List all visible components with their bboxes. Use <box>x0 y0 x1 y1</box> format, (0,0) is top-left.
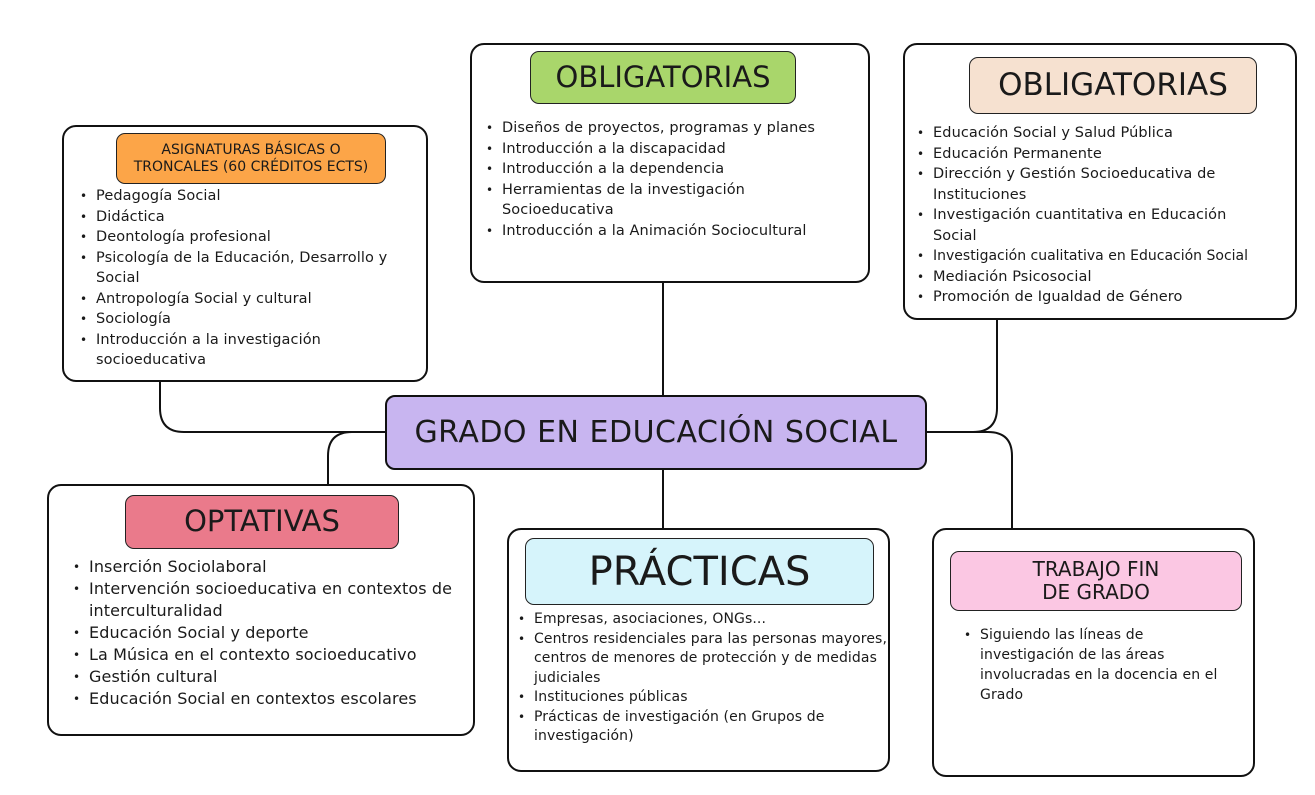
list-item: • Educación Social en contextos escolares <box>89 688 479 710</box>
obligatorias-1-heading: OBLIGATORIAS <box>530 51 796 104</box>
obligatorias-card-2 <box>903 43 1297 320</box>
list-item: • Didáctica <box>96 207 432 228</box>
list-item: • Educación Permanente <box>933 144 1309 165</box>
list-item: • Deontología profesional <box>96 227 432 248</box>
obligatorias-1-list <box>484 118 872 241</box>
list-item: • Investigación cualitativa en Educación Social <box>933 246 1309 267</box>
list-item: • Instituciones públicas <box>534 688 896 708</box>
basicas-heading-line1: ASIGNATURAS BÁSICAS O <box>161 142 341 159</box>
basicas-list <box>78 186 432 371</box>
list-item: • Mediación Psicosocial <box>933 267 1309 288</box>
obligatorias-2-heading: OBLIGATORIAS <box>969 57 1257 114</box>
tfg-list <box>962 625 1250 705</box>
optativas-heading: OPTATIVAS <box>125 495 399 549</box>
list-item: • Psicología de la Educación, Desarrollo y Social <box>96 248 432 289</box>
list-item: • Sociología <box>96 309 432 330</box>
obligatorias-2-list <box>915 123 1309 308</box>
basicas-heading-line2: TRONCALES (60 CRÉDITOS ECTS) <box>133 158 369 175</box>
list-item: • Investigación cuantitativa en Educación Social <box>933 205 1309 246</box>
tfg-heading-line2: DE GRADO <box>1042 580 1150 604</box>
tfg-heading-line1: TRABAJO FIN <box>1032 557 1160 581</box>
list-item: • La Música en el contexto socioeducativo <box>89 644 479 666</box>
list-item: • Diseños de proyectos, programas y planes <box>502 118 872 139</box>
list-item: • Dirección y Gestión Socioeducativa de Instituciones <box>933 164 1309 205</box>
basicas-card <box>62 125 428 382</box>
list-item: • Pedagogía Social <box>96 186 432 207</box>
basicas-heading <box>116 133 386 184</box>
list-item: • Herramientas de la investigación Socioeducativa <box>502 180 872 221</box>
list-item: • Inserción Sociolaboral <box>89 556 479 578</box>
list-item: • Introducción a la investigación socioeducativa <box>96 330 432 371</box>
list-item: • Introducción a la discapacidad <box>502 139 872 160</box>
list-item: • Introducción a la Animación Sociocultural <box>502 221 872 242</box>
optativas-card <box>47 484 475 736</box>
list-item: • Educación Social y Salud Pública <box>933 123 1309 144</box>
center-title: GRADO EN EDUCACIÓN SOCIAL <box>385 395 927 470</box>
list-item: • Introducción a la dependencia <box>502 159 872 180</box>
practicas-list <box>516 610 896 747</box>
list-item: • Antropología Social y cultural <box>96 289 432 310</box>
list-item: • Prácticas de investigación (en Grupos de investigación) <box>534 708 896 747</box>
list-item: • Centros residenciales para las personas mayores, centros de menores de protección y de medidas judiciales <box>534 630 896 689</box>
tfg-card <box>932 528 1255 777</box>
obligatorias-card-1 <box>470 43 870 283</box>
list-item: • Intervención socioeducativa en contextos de interculturalidad <box>89 578 479 622</box>
list-item: • Gestión cultural <box>89 666 479 688</box>
list-item: • Promoción de Igualdad de Género <box>933 287 1309 308</box>
practicas-heading: PRÁCTICAS <box>525 538 874 605</box>
practicas-card <box>507 528 890 772</box>
optativas-list <box>71 556 479 710</box>
tfg-heading <box>950 551 1242 611</box>
list-item: • Empresas, asociaciones, ONGs... <box>534 610 896 630</box>
list-item: • Educación Social y deporte <box>89 622 479 644</box>
list-item: • Siguiendo las líneas de investigación de las áreas involucradas en la docencia en el Grado <box>980 625 1250 705</box>
